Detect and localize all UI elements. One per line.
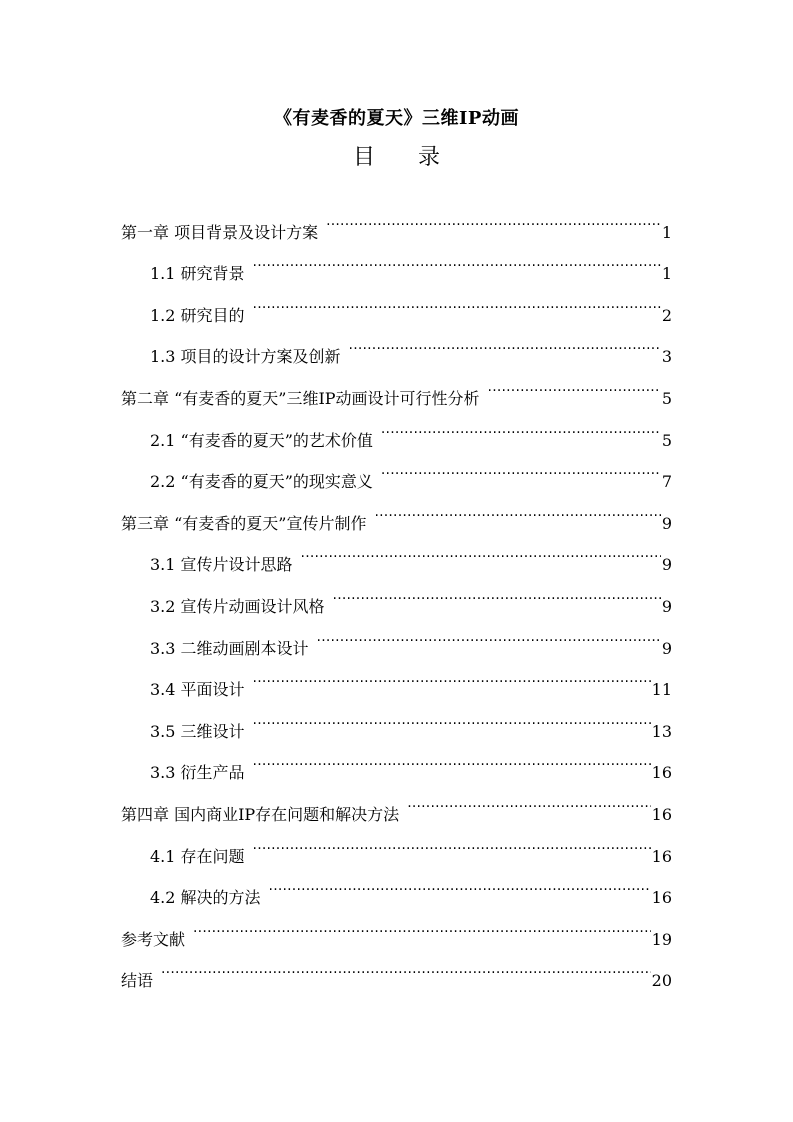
toc-entry-page-number: 7 [661, 472, 672, 492]
toc-dot-leader [253, 654, 651, 696]
toc-dot-leader [269, 862, 651, 904]
toc-dot-leader [407, 778, 650, 820]
toc-dot-leader [253, 695, 651, 737]
toc-entry-label: 4.2 解决的方法 [150, 888, 261, 908]
toc-dot-leader [317, 612, 661, 654]
toc-entry-page-number: 16 [651, 888, 672, 908]
toc-entry-section-3-5[interactable] [150, 695, 672, 741]
toc-entry-section-3-6[interactable] [150, 737, 672, 783]
toc-heading: 目 录 [353, 145, 458, 170]
toc-entry-page-number: 9 [661, 638, 672, 658]
toc-entry-label: 3.1 宣传片设计思路 [150, 555, 293, 575]
toc-entry-page-number: 3 [661, 347, 672, 367]
toc-entry-label: 1.2 研究目的 [150, 305, 245, 325]
toc-entry-label: 结语 [121, 971, 154, 991]
toc-entry-page-number: 5 [661, 388, 672, 408]
toc-entry-section-1-3[interactable] [150, 321, 672, 367]
toc-dot-leader [349, 321, 661, 363]
toc-entry-label: 第三章 “有麦香的夏天”宣传片制作 [121, 513, 367, 533]
toc-entry-page-number: 1 [661, 264, 672, 284]
toc-entry-chapter-1[interactable] [121, 196, 672, 242]
toc-entry-references[interactable] [121, 903, 672, 949]
document-title: 《有麦香的夏天》三维IP动画 [274, 108, 519, 129]
toc-dot-leader [253, 238, 661, 280]
toc-dot-leader [253, 820, 651, 862]
toc-entry-page-number: 16 [651, 804, 672, 824]
toc-entry-page-number: 9 [661, 513, 672, 533]
toc-entry-chapter-4[interactable] [121, 778, 672, 824]
toc-dot-leader [381, 446, 661, 488]
toc-entry-page-number: 9 [661, 555, 672, 575]
toc-entry-label: 4.1 存在问题 [150, 846, 245, 866]
toc-entry-page-number: 1 [661, 222, 672, 242]
toc-dot-leader [253, 737, 651, 779]
toc-entry-label: 3.2 宣传片动画设计风格 [150, 596, 325, 616]
toc-entry-label: 3.3 二维动画剧本设计 [150, 638, 309, 658]
toc-entry-label: 3.4 平面设计 [150, 680, 245, 700]
toc-entry-page-number: 9 [661, 596, 672, 616]
toc-entry-section-1-1[interactable] [150, 238, 672, 284]
toc-entry-label: 3.3 衍生产品 [150, 763, 245, 783]
toc-entry-page-number: 19 [651, 929, 672, 949]
toc-entry-section-1-2[interactable] [150, 279, 672, 325]
toc-entry-page-number: 13 [651, 721, 672, 741]
toc-dot-leader [161, 945, 651, 987]
toc-entry-section-3-2[interactable] [150, 570, 672, 616]
toc-entry-page-number: 5 [661, 430, 672, 450]
toc-entry-label: 2.1 “有麦香的夏天”的艺术价值 [150, 430, 373, 450]
toc-entry-section-4-1[interactable] [150, 820, 672, 866]
toc-entry-section-4-2[interactable] [150, 862, 672, 908]
toc-entry-section-3-3[interactable] [150, 612, 672, 658]
toc-entry-page-number: 11 [651, 680, 672, 700]
toc-entry-label: 1.3 项目的设计方案及创新 [150, 347, 341, 367]
toc-entry-conclusion[interactable] [121, 945, 672, 991]
toc-dot-leader [326, 196, 661, 238]
toc-dot-leader [488, 362, 661, 404]
toc-entry-label: 1.1 研究背景 [150, 264, 245, 284]
toc-entry-label: 第二章 “有麦香的夏天”三维IP动画设计可行性分析 [121, 388, 480, 408]
toc-entry-page-number: 20 [651, 971, 672, 991]
toc-entry-label: 3.5 三维设计 [150, 721, 245, 741]
toc-entry-chapter-2[interactable] [121, 362, 672, 408]
toc-entry-page-number: 16 [651, 763, 672, 783]
toc-entry-label: 第一章 项目背景及设计方案 [121, 222, 319, 242]
toc-dot-leader [374, 487, 660, 529]
toc-dot-leader [333, 570, 661, 612]
toc-entry-chapter-3[interactable] [121, 487, 672, 533]
toc-entry-section-3-4[interactable] [150, 654, 672, 700]
toc-entry-label: 参考文献 [121, 929, 186, 949]
toc-entry-label: 2.2 “有麦香的夏天”的现实意义 [150, 472, 373, 492]
toc-entry-label: 第四章 国内商业IP存在问题和解决方法 [121, 804, 400, 824]
toc-entry-section-2-1[interactable] [150, 404, 672, 450]
toc-dot-leader [301, 529, 661, 571]
toc-entry-section-2-2[interactable] [150, 446, 672, 492]
toc-entry-page-number: 16 [651, 846, 672, 866]
toc-entry-section-3-1[interactable] [150, 529, 672, 575]
toc-dot-leader [193, 903, 651, 945]
toc-dot-leader [381, 404, 661, 446]
toc-dot-leader [253, 279, 661, 321]
toc-entry-page-number: 2 [661, 305, 672, 325]
